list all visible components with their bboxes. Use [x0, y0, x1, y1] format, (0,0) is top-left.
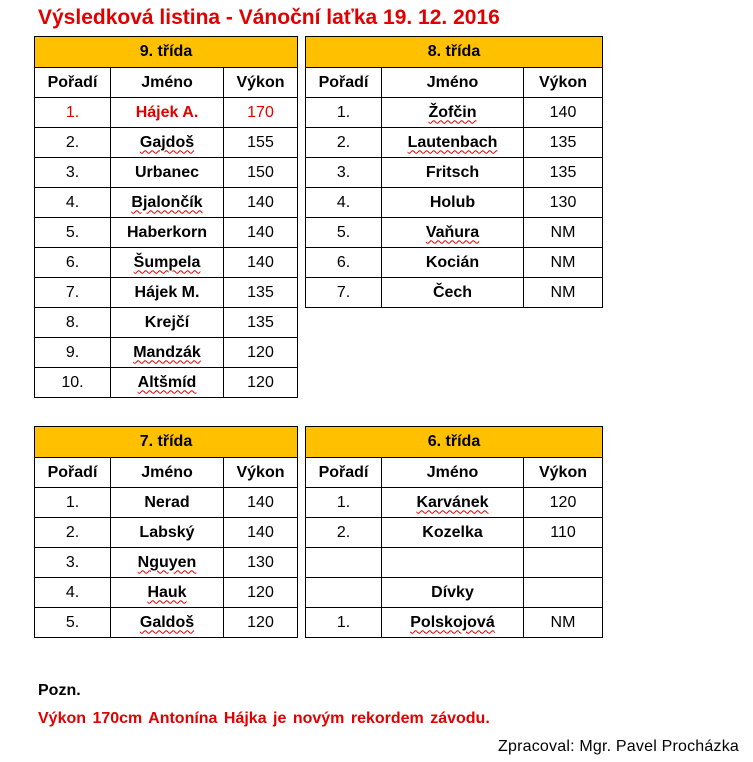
name-cell: Čech	[382, 278, 524, 308]
table-row	[35, 188, 298, 218]
rank-cell: 1.	[306, 488, 382, 518]
rank-cell: 3.	[306, 158, 382, 188]
result-cell: 110	[524, 518, 603, 548]
name-text: Šumpela	[133, 253, 201, 271]
rank-cell: 7.	[35, 278, 111, 308]
name-cell: Kozelka	[382, 518, 524, 548]
table-row	[35, 338, 298, 368]
table-heading: 9. třída	[35, 37, 298, 68]
result-cell: 135	[524, 158, 603, 188]
name-cell	[382, 548, 524, 578]
rank-cell: 7.	[306, 278, 382, 308]
rank-cell: 9.	[35, 338, 111, 368]
results-table-9	[34, 36, 298, 398]
table-row	[35, 248, 298, 278]
rank-cell: 5.	[35, 218, 111, 248]
result-cell	[524, 548, 603, 578]
table-row	[306, 98, 603, 128]
name-cell	[382, 98, 524, 128]
table-heading: 6. třída	[306, 427, 603, 458]
name-cell	[382, 488, 524, 518]
table-row	[306, 578, 603, 608]
col-header-rank: Pořadí	[306, 458, 382, 488]
table-row	[306, 608, 603, 638]
name-text: Nguyen	[137, 553, 197, 571]
table-row	[35, 518, 298, 548]
name-cell	[111, 608, 224, 638]
rank-cell: 8.	[35, 308, 111, 338]
result-cell: 120	[524, 488, 603, 518]
result-cell: NM	[524, 608, 603, 638]
name-cell	[111, 128, 224, 158]
result-cell: 120	[224, 338, 298, 368]
results-table-8	[305, 36, 603, 308]
rank-cell: 1.	[35, 98, 111, 128]
name-text: Altšmíd	[137, 373, 197, 391]
result-cell: 130	[524, 188, 603, 218]
rank-cell: 1.	[306, 98, 382, 128]
table-row	[306, 548, 603, 578]
rank-cell: 1.	[35, 488, 111, 518]
table-row	[35, 308, 298, 338]
rank-cell: 5.	[306, 218, 382, 248]
table-row	[306, 518, 603, 548]
table-row	[306, 488, 603, 518]
col-header-result: Výkon	[524, 458, 603, 488]
name-cell: Hájek M.	[111, 278, 224, 308]
table-row	[35, 608, 298, 638]
rank-cell: 3.	[35, 158, 111, 188]
result-cell: 130	[224, 548, 298, 578]
rank-cell: 2.	[35, 518, 111, 548]
result-cell: 135	[224, 308, 298, 338]
result-cell: 150	[224, 158, 298, 188]
name-text: Polskojová	[410, 613, 495, 631]
rank-cell: 1.	[306, 608, 382, 638]
rank-cell: 2.	[35, 128, 111, 158]
col-header-rank: Pořadí	[35, 68, 111, 98]
results-table-7	[34, 426, 298, 638]
table-row	[35, 218, 298, 248]
result-cell: 140	[224, 248, 298, 278]
col-header-name: Jméno	[382, 458, 524, 488]
table-row	[35, 128, 298, 158]
result-cell: 170	[224, 98, 298, 128]
name-cell: Urbanec	[111, 158, 224, 188]
rank-cell: 2.	[306, 518, 382, 548]
table-row	[35, 368, 298, 398]
rank-cell: 10.	[35, 368, 111, 398]
col-header-rank: Pořadí	[35, 458, 111, 488]
col-header-result: Výkon	[224, 68, 298, 98]
name-cell: Krejčí	[111, 308, 224, 338]
result-cell: 140	[224, 188, 298, 218]
result-cell: 140	[524, 98, 603, 128]
rank-cell	[306, 548, 382, 578]
name-cell: Fritsch	[382, 158, 524, 188]
note-text: Výkon 170cm Antonína Hájka je novým rekordem závodu.	[38, 710, 490, 727]
col-header-name: Jméno	[111, 458, 224, 488]
name-cell	[111, 248, 224, 278]
col-header-name: Jméno	[111, 68, 224, 98]
table-heading: 7. třída	[35, 427, 298, 458]
name-text: Mandzák	[133, 343, 201, 361]
table-row	[306, 248, 603, 278]
result-cell	[524, 578, 603, 608]
table-row	[35, 548, 298, 578]
name-text: Lautenbach	[407, 133, 498, 151]
rank-cell: 4.	[306, 188, 382, 218]
name-cell: Holub	[382, 188, 524, 218]
result-cell: 135	[224, 278, 298, 308]
result-cell: 140	[224, 218, 298, 248]
name-cell	[111, 338, 224, 368]
result-cell: 140	[224, 488, 298, 518]
result-cell: 120	[224, 578, 298, 608]
rank-cell: 4.	[35, 188, 111, 218]
result-cell: 155	[224, 128, 298, 158]
author-credit: Zpracoval: Mgr. Pavel Procházka	[498, 738, 739, 755]
table-row	[35, 278, 298, 308]
name-cell: Nerad	[111, 488, 224, 518]
name-cell	[382, 218, 524, 248]
name-cell: Hájek A.	[111, 98, 224, 128]
subheading-cell: Dívky	[382, 578, 524, 608]
name-cell	[382, 608, 524, 638]
name-text: Galdoš	[139, 613, 195, 631]
name-text: Žofčin	[428, 103, 477, 121]
name-cell	[111, 578, 224, 608]
table-row	[306, 128, 603, 158]
name-cell: Labský	[111, 518, 224, 548]
result-cell: NM	[524, 248, 603, 278]
name-text: Karvánek	[416, 493, 489, 511]
table-row	[306, 218, 603, 248]
col-header-rank: Pořadí	[306, 68, 382, 98]
page-title: Výsledková listina - Vánoční laťka 19. 12. 2016	[38, 6, 500, 29]
table-heading: 8. třída	[306, 37, 603, 68]
table-row	[306, 278, 603, 308]
result-cell: 120	[224, 608, 298, 638]
name-cell	[111, 368, 224, 398]
rank-cell: 4.	[35, 578, 111, 608]
name-text: Gajdoš	[139, 133, 195, 151]
rank-cell: 3.	[35, 548, 111, 578]
result-cell: 135	[524, 128, 603, 158]
table-row	[35, 488, 298, 518]
rank-cell	[306, 578, 382, 608]
name-cell	[382, 128, 524, 158]
rank-cell: 6.	[35, 248, 111, 278]
name-cell: Haberkorn	[111, 218, 224, 248]
col-header-result: Výkon	[524, 68, 603, 98]
results-table-6	[305, 426, 603, 638]
note-label: Pozn.	[38, 682, 81, 699]
name-cell	[111, 188, 224, 218]
name-cell: Kocián	[382, 248, 524, 278]
table-row	[35, 98, 298, 128]
name-text: Vaňura	[425, 223, 480, 241]
table-row	[306, 158, 603, 188]
table-row	[35, 578, 298, 608]
result-cell: NM	[524, 218, 603, 248]
table-row	[306, 188, 603, 218]
rank-cell: 5.	[35, 608, 111, 638]
col-header-result: Výkon	[224, 458, 298, 488]
rank-cell: 6.	[306, 248, 382, 278]
name-cell	[111, 548, 224, 578]
result-cell: 120	[224, 368, 298, 398]
col-header-name: Jméno	[382, 68, 524, 98]
table-row	[35, 158, 298, 188]
result-cell: NM	[524, 278, 603, 308]
name-text: Bjalončík	[131, 193, 203, 211]
rank-cell: 2.	[306, 128, 382, 158]
result-cell: 140	[224, 518, 298, 548]
name-text: Hauk	[147, 583, 187, 601]
